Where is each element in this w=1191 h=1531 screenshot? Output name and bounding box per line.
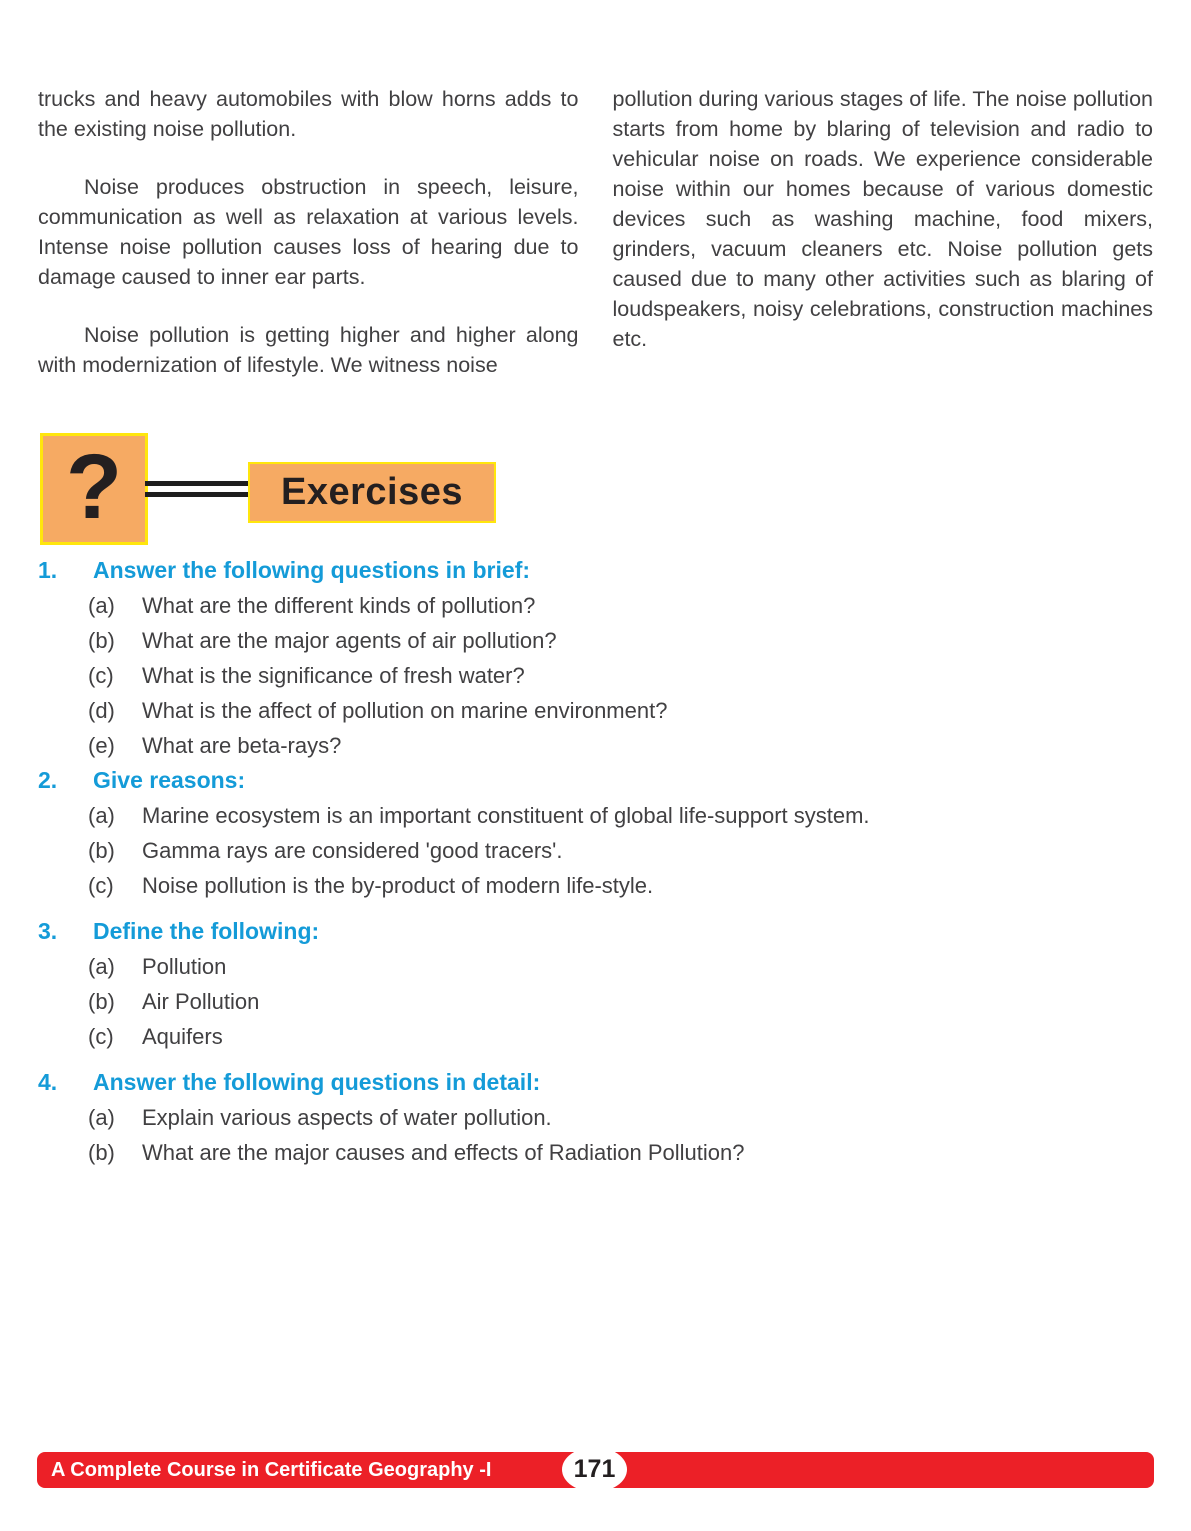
question-text: What are the different kinds of pollution?	[142, 593, 536, 618]
question-text: Noise pollution is the by-product of modern life-style.	[142, 873, 654, 898]
question-item	[38, 728, 1153, 763]
question-label: (a)	[88, 954, 115, 979]
question-item	[38, 1019, 1153, 1054]
question-text: What is the affect of pollution on marine environment?	[142, 698, 668, 723]
question-item	[38, 868, 1153, 903]
exercises-title-box	[248, 462, 496, 523]
article-left-column	[38, 84, 579, 380]
question-label: (a)	[88, 1105, 115, 1130]
question-item	[38, 658, 1153, 693]
question-text: Explain various aspects of water pollution.	[142, 1105, 552, 1130]
question-text: What is the significance of fresh water?	[142, 663, 525, 688]
section-heading: Answer the following questions in detail:	[93, 1069, 541, 1095]
paragraph: trucks and heavy automobiles with blow horns adds to the existing noise pollution.	[38, 87, 579, 141]
question-label: (c)	[88, 663, 114, 688]
question-text: Air Pollution	[142, 989, 260, 1014]
exercise-section-4	[38, 1065, 1153, 1170]
section-heading: Define the following:	[93, 918, 320, 944]
exercise-section-2	[38, 763, 1153, 903]
section-heading-row	[38, 553, 1153, 588]
exercises-title: Exercises	[281, 471, 463, 513]
section-heading: Give reasons:	[93, 767, 246, 793]
question-item	[38, 1135, 1153, 1170]
paragraph: pollution during various stages of life. The noise pollution starts from home by blaring of television and radio to vehicular noise on roads. We experience considerable noise within our homes because of various domestic devices such as washing machine, food mixers, grinders, vacuum cleaners etc. Noise pollution gets caused due to many other activities such as blaring of loudspeakers, noisy celebrations, construction machines etc.	[612, 87, 1153, 351]
question-item	[38, 798, 1153, 833]
section-heading-row	[38, 763, 1153, 798]
question-label: (c)	[88, 1024, 114, 1049]
question-text: Pollution	[142, 954, 227, 979]
question-mark-box	[40, 433, 148, 545]
exercise-sections	[38, 553, 1153, 1170]
exercise-section-3	[38, 914, 1153, 1054]
question-label: (b)	[88, 838, 115, 863]
page-number-badge	[562, 1447, 627, 1492]
question-label: (e)	[88, 733, 115, 758]
section-heading-row	[38, 914, 1153, 949]
paragraph: Noise produces obstruction in speech, leisure, communication as well as relaxation at various levels. Intense noise pollution causes loss of hearing due to damage caused to inner ear parts.	[38, 175, 579, 289]
question-text: Marine ecosystem is an important constituent of global life-support system.	[142, 803, 870, 828]
question-text: What are the major agents of air pollution?	[142, 628, 557, 653]
question-item	[38, 949, 1153, 984]
book-title: A Complete Course in Certificate Geography -I	[51, 1459, 492, 1481]
question-text: What are the major causes and effects of Radiation Pollution?	[142, 1140, 745, 1165]
double-rule-connector	[145, 481, 248, 497]
question-label: (a)	[88, 593, 115, 618]
question-item	[38, 984, 1153, 1019]
question-item	[38, 588, 1153, 623]
question-text: What are beta-rays?	[142, 733, 342, 758]
question-label: (b)	[88, 1140, 115, 1165]
paragraph: Noise pollution is getting higher and higher along with modernization of lifestyle. We witness noise	[38, 323, 579, 377]
question-label: (d)	[88, 698, 115, 723]
section-number: 3.	[38, 918, 58, 944]
article-right-column	[613, 84, 1154, 380]
question-mark-icon: ?	[65, 436, 123, 538]
article-body	[38, 84, 1153, 380]
question-text: Gamma rays are considered 'good tracers'.	[142, 838, 563, 863]
section-number: 4.	[38, 1069, 58, 1095]
question-item	[38, 693, 1153, 728]
question-label: (b)	[88, 989, 115, 1014]
exercise-section-1	[38, 553, 1153, 763]
question-item	[38, 623, 1153, 658]
section-number: 1.	[38, 557, 58, 583]
page-number: 171	[573, 1455, 616, 1483]
section-heading: Answer the following questions in brief:	[93, 557, 531, 583]
question-item	[38, 1100, 1153, 1135]
question-label: (c)	[88, 873, 114, 898]
question-item	[38, 833, 1153, 868]
question-label: (a)	[88, 803, 115, 828]
question-text: Aquifers	[142, 1024, 223, 1049]
section-heading-row	[38, 1065, 1153, 1100]
question-label: (b)	[88, 628, 115, 653]
section-number: 2.	[38, 767, 58, 793]
